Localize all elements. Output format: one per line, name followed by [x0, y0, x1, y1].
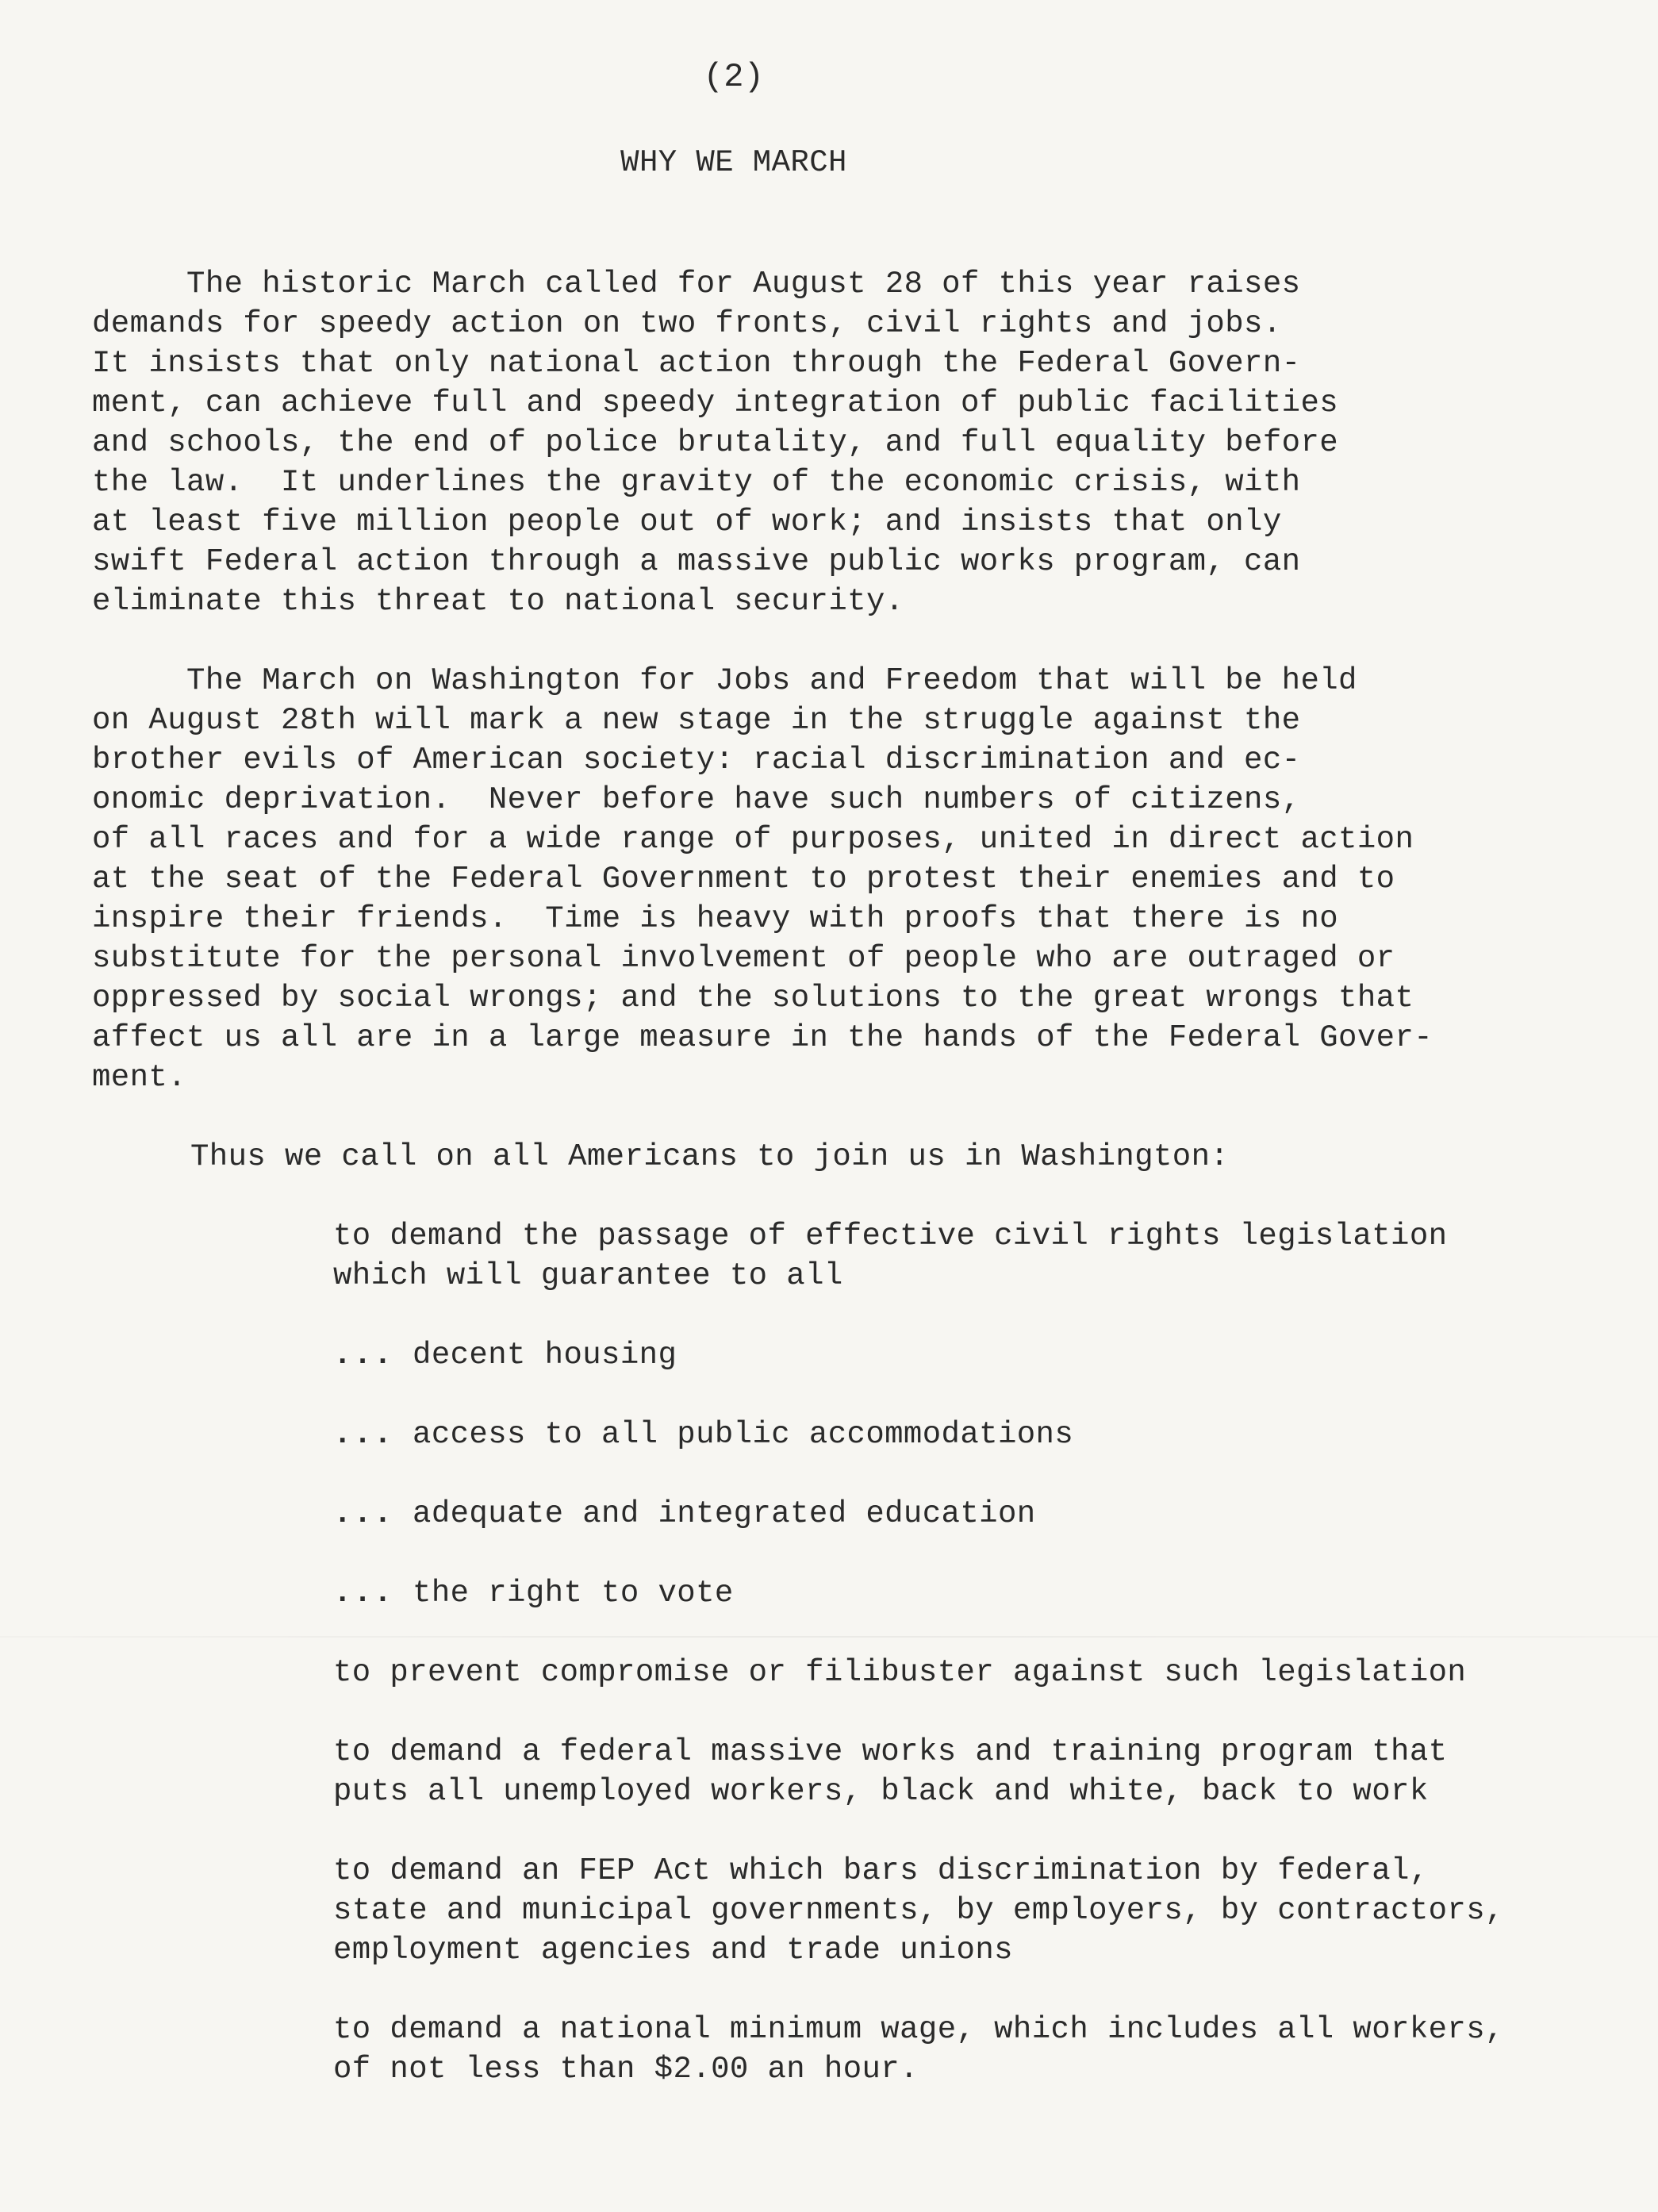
paragraph-line: at least five million people out of work; and insists that only	[92, 505, 1282, 540]
paragraph-line: brother evils of American society: racial discrimination and ec-	[92, 743, 1301, 778]
paragraph-line: The March on Washington for Jobs and Freedom that will be held	[92, 663, 1357, 698]
paragraph-line: of all races and for a wide range of purposes, united in direct action	[92, 822, 1414, 857]
call-intro: Thus we call on all Americans to join us in Washington:	[190, 1139, 1230, 1174]
ellipsis-marker: ...	[333, 1576, 394, 1611]
paragraph-line: on August 28th will mark a new stage in the struggle against the	[92, 703, 1301, 738]
paragraph-line: oppressed by social wrongs; and the solutions to the great wrongs that	[92, 981, 1414, 1016]
demand-line: state and municipal governments, by employers, by contractors,	[333, 1893, 1504, 1928]
guarantee-text: the right to vote	[393, 1576, 734, 1611]
guarantee-text: access to all public accommodations	[393, 1417, 1074, 1452]
demand-line: to prevent compromise or filibuster against such legislation	[333, 1655, 1467, 1690]
paragraph-line: The historic March called for August 28 of this year raises	[92, 267, 1301, 301]
paragraph-line: the law. It underlines the gravity of the economic crisis, with	[92, 465, 1301, 500]
ellipsis-marker: ...	[333, 1496, 394, 1531]
paper-fold-line	[0, 1636, 1658, 1638]
paragraph-line: inspire their friends. Time is heavy with proofs that there is no	[92, 901, 1339, 936]
ellipsis-marker: ...	[333, 1338, 394, 1373]
guarantee-item	[333, 1494, 1036, 1534]
ellipsis-marker: ...	[333, 1417, 394, 1452]
paragraph-line: affect us all are in a large measure in the hands of the Federal Gover-	[92, 1020, 1433, 1055]
paragraph-line: ment.	[92, 1060, 187, 1095]
guarantee-item	[333, 1335, 677, 1375]
paragraph-line: and schools, the end of police brutality, and full equality before	[92, 425, 1339, 460]
paragraph-line: substitute for the personal involvement of people who are outraged or	[92, 941, 1395, 976]
paragraph-line: demands for speedy action on two fronts, civil rights and jobs.	[92, 306, 1282, 341]
guarantee-item	[333, 1415, 1073, 1454]
paragraph-line: eliminate this threat to national security.	[92, 584, 904, 619]
demand-line: which will guarantee to all	[333, 1258, 843, 1293]
demand-line: to demand a national minimum wage, which includes all workers,	[333, 2012, 1504, 2047]
demand-line: to demand the passage of effective civil rights legislation	[333, 1219, 1448, 1254]
guarantee-text: adequate and integrated education	[393, 1496, 1036, 1531]
demand-line: to demand a federal massive works and training program that	[333, 1734, 1448, 1769]
demand-line: puts all unemployed workers, black and white, back to work	[333, 1774, 1429, 1809]
paragraph-line: at the seat of the Federal Government to protest their enemies and to	[92, 862, 1395, 897]
document-title: WHY WE MARCH	[620, 145, 847, 180]
guarantee-item	[333, 1573, 734, 1613]
paragraph-line: onomic deprivation. Never before have such numbers of citizens,	[92, 782, 1301, 817]
page-number: (2)	[703, 58, 765, 96]
demand-line: of not less than $2.00 an hour.	[333, 2052, 919, 2087]
paragraph-line: swift Federal action through a massive public works program, can	[92, 544, 1301, 579]
demand-line: to demand an FEP Act which bars discrimination by federal,	[333, 1853, 1429, 1888]
demand-line: employment agencies and trade unions	[333, 1933, 1013, 1968]
paragraph-line: It insists that only national action through the Federal Govern-	[92, 346, 1301, 381]
paragraph-line: ment, can achieve full and speedy integration of public facilities	[92, 386, 1339, 421]
guarantee-text: decent housing	[393, 1338, 677, 1373]
